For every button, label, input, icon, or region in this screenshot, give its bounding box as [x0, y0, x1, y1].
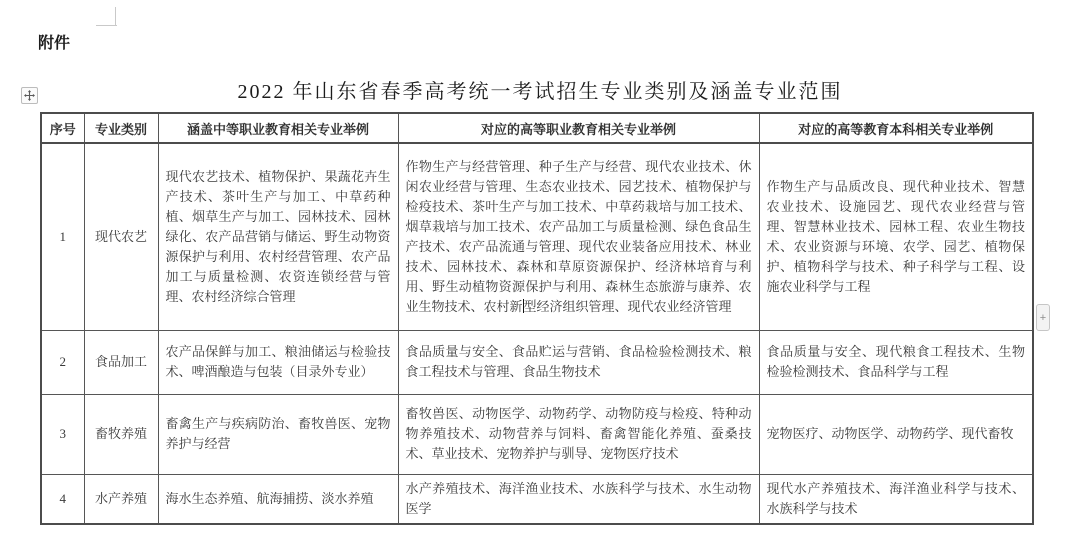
- secondary-vocational-majors-cell: [158, 394, 398, 474]
- column-header-0: 序号: [41, 113, 84, 143]
- cell-text: 水产养殖: [94, 490, 147, 506]
- table-header-row: [41, 113, 1033, 143]
- category-cell: [84, 474, 158, 524]
- secondary-vocational-majors-cell: [158, 143, 398, 330]
- category-cell: [84, 330, 158, 394]
- cell-text: 作物生产与品质改良、现代种业技术、智慧农业技术、设施园艺、现代农业经营与管理、智慧林业技术、园林工程、农业生物技术、农业资源与环境、农学、园艺、植物保护、植物科学与技术、种子科学与工程、设施农业科学与工程: [766, 178, 1025, 294]
- higher-vocational-majors-cell: [398, 143, 759, 330]
- table-row: [41, 330, 1033, 394]
- cell-text: 食品质量与安全、食品贮运与营销、食品检验检测技术、粮食工程技术与管理、食品生物技术: [405, 344, 752, 379]
- cell-text: 宠物医疗、动物医学、动物药学、现代畜牧: [766, 426, 1014, 441]
- table-row: [41, 143, 1033, 330]
- column-header-2: 涵盖中等职业教育相关专业举例: [158, 113, 398, 143]
- bachelor-majors-cell: [759, 143, 1033, 330]
- cell-text: 农产品保鲜与加工、粮油储运与检验技术、啤酒酿造与包装（目录外专业）: [165, 344, 391, 379]
- higher-vocational-majors-cell: [398, 474, 759, 524]
- cell-text: 2: [59, 354, 66, 369]
- cell-text: 3: [59, 426, 66, 441]
- cell-text: 海水生态养殖、航海捕捞、淡水养殖: [165, 490, 374, 506]
- cell-text: 现代农艺技术、植物保护、果蔬花卉生产技术、茶叶生产与加工、中草药种植、烟草生产与加工、园林技术、园林绿化、农产品营销与储运、野生动物资源保护与利用、农村经营管理、农产品加工与质量检测、农资连锁经营与管理、农村经济综合管理: [165, 168, 391, 304]
- column-header-1: 专业类别: [84, 113, 158, 143]
- bachelor-majors-cell: [759, 330, 1033, 394]
- higher-vocational-majors-cell: [398, 394, 759, 474]
- secondary-vocational-majors-cell: [158, 330, 398, 394]
- table-row: [41, 474, 1033, 524]
- cell-text: [406, 157, 752, 317]
- column-header-3: 对应的高等职业教育相关专业举例: [398, 113, 759, 143]
- cell-text: 现代水产养殖技术、海洋渔业科学与技术、水族科学与技术: [766, 480, 1025, 516]
- cell-text: 现代农艺: [94, 228, 147, 244]
- cell-text: 4: [59, 490, 66, 506]
- majors-table: [40, 112, 1034, 525]
- cell-text: 1: [59, 228, 66, 244]
- cell-text: 畜牧兽医、动物医学、动物药学、动物防疫与检疫、特种动物养殖技术、动物营养与饲料、畜禽智能化养殖、蚕桑技术、草业技术、宠物养护与驯导、宠物医疗技术: [405, 406, 752, 461]
- table-row: [41, 394, 1033, 474]
- category-cell: [84, 143, 158, 330]
- higher-vocational-majors-cell: [398, 330, 759, 394]
- cell-text: 水产养殖技术、海洋渔业技术、水族科学与技术、水生动物医学: [405, 480, 752, 516]
- page-title: 2022 年山东省春季高考统一考试招生专业类别及涵盖专业范围: [237, 81, 843, 103]
- bachelor-majors-cell: [759, 474, 1033, 524]
- column-header-4: 对应的高等教育本科相关专业举例: [759, 113, 1033, 143]
- cell-text: 畜牧养殖: [94, 426, 147, 441]
- bachelor-majors-cell: [759, 394, 1033, 474]
- row-number: [41, 394, 84, 474]
- row-number: [41, 330, 84, 394]
- cell-text: 食品质量与安全、现代粮食工程技术、生物检验检测技术、食品科学与工程: [766, 344, 1025, 379]
- secondary-vocational-majors-cell: [158, 474, 398, 524]
- cell-text: 食品加工: [94, 354, 147, 369]
- text-boundary-mark-horizontal: [96, 25, 117, 26]
- text-boundary-mark-vertical: [115, 7, 116, 26]
- row-number: [41, 474, 84, 524]
- cell-text: 畜禽生产与疾病防治、畜牧兽医、宠物养护与经营: [165, 416, 391, 451]
- row-number: [41, 143, 84, 330]
- cell-text-before-cursor: 作物生产与经营管理、种子生产与经营、现代农业技术、休闲农业经营与管理、生态农业技术、园艺技术、植物保护与检疫技术、茶叶生产与加工技术、中草药栽培与加工技术、烟草栽培与加工技术、农产品加工与质量检测、绿色食品生产技术、农产品流通与管理、现代农业装备应用技术、林业技术、园林技术、森林和草原资源保护、经济林培育与利用、野生动植物资源保护与利用、森林生态旅游与康养、农业生物技术、农村新: [405, 158, 752, 314]
- add-button[interactable]: +: [1036, 304, 1050, 331]
- category-cell: [84, 394, 158, 474]
- cell-text-after-cursor: 型经济组织管理、现代农业经济管理: [523, 298, 732, 314]
- attachment-label: 附件: [38, 35, 71, 52]
- table-body: [41, 143, 1033, 524]
